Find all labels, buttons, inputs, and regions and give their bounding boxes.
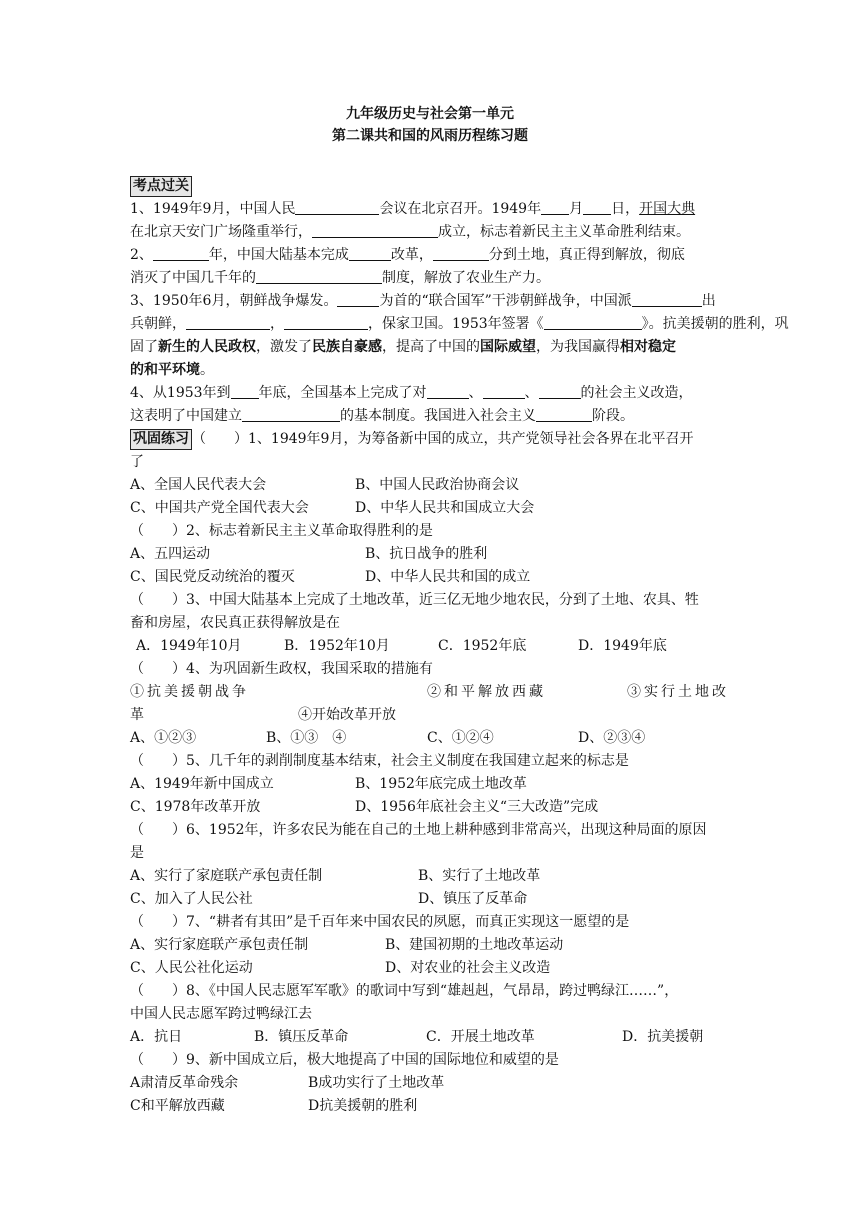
fill-text: 成立，标志着新民主主义革命胜利结束。 xyxy=(438,224,690,240)
option-b[interactable]: B、实行了土地改革 xyxy=(418,868,541,884)
option-a[interactable]: A．1949年10月 xyxy=(136,638,242,654)
option-a[interactable]: A、1949年新中国成立 xyxy=(130,776,274,792)
question-1-options-row1 xyxy=(130,474,735,497)
question-3-stem-cont: 畜和房屋，农民真正获得解放是在 xyxy=(130,615,340,631)
option-d[interactable]: D、对农业的社会主义改造 xyxy=(385,960,551,976)
option-c[interactable]: C、加入了人民公社 xyxy=(130,891,253,907)
fill-text: 分到土地，真正得到解放，彻底 xyxy=(488,247,685,263)
statement-3: ③实行土地改 xyxy=(627,684,729,700)
option-b[interactable]: B、抗日战争的胜利 xyxy=(365,546,488,562)
option-a[interactable]: A、实行了家庭联产承包责任制 xyxy=(130,868,323,884)
option-d[interactable]: D、镇压了反革命 xyxy=(418,891,528,907)
answer-blank[interactable] xyxy=(337,291,379,307)
fill-text: ，保家卫国。1953年签署《 xyxy=(368,316,544,332)
option-c[interactable]: C、1978年改革开放 xyxy=(130,799,261,815)
fill-text: 1、1949年9月，中国人民 xyxy=(130,201,296,217)
fill-text: 》。抗美援朝的胜利，巩 xyxy=(641,316,789,332)
question-2-stem: （ ）2、标志着新民主主义革命取得胜利的是 xyxy=(130,523,433,539)
fill-text-bold: 相对稳定 xyxy=(620,339,676,355)
question-2-options-row1 xyxy=(130,543,735,566)
fill-text: 出 xyxy=(701,293,716,309)
answer-blank[interactable] xyxy=(536,406,592,422)
answer-blank[interactable] xyxy=(186,314,270,330)
question-7-options-row2 xyxy=(130,957,735,980)
fill-line-10 xyxy=(130,405,735,428)
answer-blank[interactable] xyxy=(483,383,525,399)
option-d[interactable]: D、②③④ xyxy=(578,730,646,746)
question-text: （ ）1、1949年9月，为筹备新中国的成立，共产党领导社会各界在北平召开 xyxy=(192,431,694,447)
option-a[interactable]: A、全国人民代表大会 xyxy=(130,477,267,493)
option-b[interactable]: B、①③ ④ xyxy=(266,730,347,746)
answer-blank[interactable] xyxy=(284,314,368,330)
option-d[interactable]: D、1956年底社会主义“三大改造”完成 xyxy=(355,799,599,815)
fill-text: 阶段。 xyxy=(592,408,634,424)
answer-blank[interactable] xyxy=(541,199,569,215)
question-3-stem: （ ）3、中国大陆基本上完成了土地改革，近三亿无地少地农民，分到了土地、农具、牲 xyxy=(130,592,699,608)
option-d[interactable]: D．1949年底 xyxy=(578,638,667,654)
answer-blank[interactable] xyxy=(544,314,642,330)
option-d[interactable]: D、中华人民共和国成立大会 xyxy=(355,500,535,516)
fill-text: 2、 xyxy=(130,247,153,263)
fill-text: 月 xyxy=(569,201,584,217)
option-b[interactable]: B、中国人民政治协商会议 xyxy=(355,477,520,493)
option-a[interactable]: A、实行家庭联产承包责任制 xyxy=(130,937,309,953)
fill-text-bold: 的和平环境 xyxy=(130,362,200,378)
fill-text: 这表明了中国建立 xyxy=(130,408,242,424)
question-6-stem: （ ）6、1952年，许多农民为能在自己的土地上耕种感到非常高兴，出现这种局面的原因 xyxy=(130,822,707,838)
statement-2: ②和平解放西藏 xyxy=(427,684,546,700)
fill-text: 日， xyxy=(611,201,640,217)
fill-text: 兵朝鲜， xyxy=(130,316,186,332)
option-d[interactable]: D、中华人民共和国的成立 xyxy=(365,569,531,585)
fill-text: 年，中国大陆基本完成 xyxy=(208,247,349,263)
fill-text-bold: 新生的人民政权 xyxy=(158,339,256,355)
question-1-stem xyxy=(130,428,735,451)
fill-text: 年底，全国基本上完成了对 xyxy=(258,385,427,401)
answer-blank[interactable] xyxy=(295,199,379,215)
answer-blank[interactable] xyxy=(242,406,340,422)
fill-text: ，为我国赢得 xyxy=(536,339,620,355)
option-b[interactable]: B．镇压反革命 xyxy=(254,1029,349,1045)
option-c[interactable]: C．1952年底 xyxy=(438,638,527,654)
question-5-stem: （ ）5、几千年的剥削制度基本结束，社会主义制度在我国建立起来的标志是 xyxy=(130,753,629,769)
option-c[interactable]: C、①②④ xyxy=(427,730,494,746)
question-8-stem-cont: 中国人民志愿军跨过鸭绿江去 xyxy=(130,1006,312,1022)
option-c[interactable]: C．开展土地改革 xyxy=(426,1029,535,1045)
question-9-options-row2 xyxy=(130,1095,735,1118)
fill-text-bold: 民族自豪感 xyxy=(312,339,382,355)
fill-line-4 xyxy=(130,267,735,290)
answer-blank[interactable] xyxy=(427,383,469,399)
fill-text: 固了 xyxy=(130,339,158,355)
fill-text: 4、从1953年到 xyxy=(130,385,231,401)
fill-text: ，激发了 xyxy=(256,339,312,355)
fill-line-5 xyxy=(130,290,735,313)
fill-text: 、 xyxy=(524,385,539,401)
answer-blank[interactable] xyxy=(256,268,382,284)
section-label-kaodian: 考点过关 xyxy=(130,176,192,197)
fill-text: 改革， xyxy=(390,247,433,263)
question-4-stem: （ ）4、为巩固新生政权，我国采取的措施有 xyxy=(130,661,433,677)
question-8-options xyxy=(130,1026,735,1049)
page-title: 九年级历史与社会第一单元 xyxy=(346,106,514,122)
fill-text: 3、1950年6月，朝鲜战争爆发。 xyxy=(130,293,338,309)
fill-text: 制度，解放了农业生产力。 xyxy=(382,270,550,286)
option-a[interactable]: A．抗日 xyxy=(130,1029,183,1045)
section-label-gonggu: 巩固练习 xyxy=(130,429,192,450)
fill-text: 消灭了中国几千年的 xyxy=(130,270,256,286)
option-c[interactable]: C、人民公社化运动 xyxy=(130,960,253,976)
option-d[interactable]: D抗美援朝的胜利 xyxy=(308,1098,418,1114)
option-b[interactable]: B、1952年底完成土地改革 xyxy=(355,776,527,792)
fill-text: 。 xyxy=(200,362,214,378)
answer-blank[interactable] xyxy=(153,245,209,261)
answer-blank[interactable] xyxy=(583,199,611,215)
question-5-options-row2 xyxy=(130,796,735,819)
answer-blank[interactable] xyxy=(433,245,489,261)
question-8-stem: （ ）8、《中国人民志愿军军歌》的歌词中写到“雄赳赳，气昂昂，跨过鸭绿江……”， xyxy=(130,983,679,999)
fill-line-7 xyxy=(130,336,735,359)
fill-line-3 xyxy=(130,244,735,267)
statement-3-cont: 革 xyxy=(130,707,144,723)
fill-text: 为首的“联合国军”干涉朝鲜战争，中国派 xyxy=(379,293,632,309)
question-5-options-row1 xyxy=(130,773,735,796)
statement-4: ④开始改革开放 xyxy=(298,707,396,723)
answer-blank[interactable] xyxy=(632,291,702,307)
page-subtitle: 第二课共和国的风雨历程练习题 xyxy=(332,128,528,144)
question-4-items-row1 xyxy=(130,681,735,704)
statement-1: ①抗美援朝战争 xyxy=(130,684,249,700)
option-c[interactable]: C、国民党反动统治的覆灭 xyxy=(130,569,295,585)
option-b[interactable]: B．1952年10月 xyxy=(284,638,390,654)
fill-text: ， xyxy=(270,316,284,332)
option-c[interactable]: C、中国共产党全国代表大会 xyxy=(130,500,309,516)
question-1-options-row2 xyxy=(130,497,735,520)
question-6-options-row1 xyxy=(130,865,735,888)
fill-line-2 xyxy=(130,221,735,244)
fill-text: 会议在北京召开。1949年 xyxy=(379,201,542,217)
fill-line-1 xyxy=(130,198,735,221)
answer-blank[interactable] xyxy=(312,222,438,238)
question-4-items-row2 xyxy=(130,704,735,727)
option-d[interactable]: D．抗美援朝 xyxy=(622,1029,704,1045)
fill-text: 的基本制度。我国进入社会主义 xyxy=(340,408,536,424)
question-1-stem-cont: 了 xyxy=(130,454,144,470)
question-6-options-row2 xyxy=(130,888,735,911)
fill-text: 、 xyxy=(468,385,483,401)
fill-text-bold: 国际威望 xyxy=(480,339,536,355)
question-7-options-row1 xyxy=(130,934,735,957)
question-2-options-row2 xyxy=(130,566,735,589)
fill-text: ，提高了中国的 xyxy=(382,339,480,355)
question-4-options xyxy=(130,727,735,750)
fill-text-underlined: 开国大典 xyxy=(639,201,696,217)
question-7-stem: （ ）7、“耕者有其田”是千百年来中国农民的夙愿，而真正实现这一愿望的是 xyxy=(130,914,630,930)
fill-line-8 xyxy=(130,359,735,382)
fill-line-9 xyxy=(130,382,735,405)
question-6-stem-cont: 是 xyxy=(130,845,144,861)
answer-blank[interactable] xyxy=(349,245,391,261)
option-a[interactable]: A、①②③ xyxy=(130,730,197,746)
option-a[interactable]: A肃清反革命残余 xyxy=(130,1075,239,1091)
option-b[interactable]: B成功实行了土地改革 xyxy=(308,1075,445,1091)
answer-blank[interactable] xyxy=(231,383,259,399)
option-c[interactable]: C和平解放西藏 xyxy=(130,1098,225,1114)
answer-blank[interactable] xyxy=(539,383,581,399)
option-b[interactable]: B、建国初期的土地改革运动 xyxy=(385,937,564,953)
option-a[interactable]: A、五四运动 xyxy=(130,546,211,562)
fill-line-6 xyxy=(130,313,789,336)
fill-text: 在北京天安门广场隆重举行， xyxy=(130,224,312,240)
question-9-options-row1 xyxy=(130,1072,735,1095)
question-9-stem: （ ）9、新中国成立后，极大地提高了中国的国际地位和威望的是 xyxy=(130,1052,559,1068)
fill-text: 的社会主义改造， xyxy=(580,385,693,401)
section-header-kaodian xyxy=(130,175,735,198)
